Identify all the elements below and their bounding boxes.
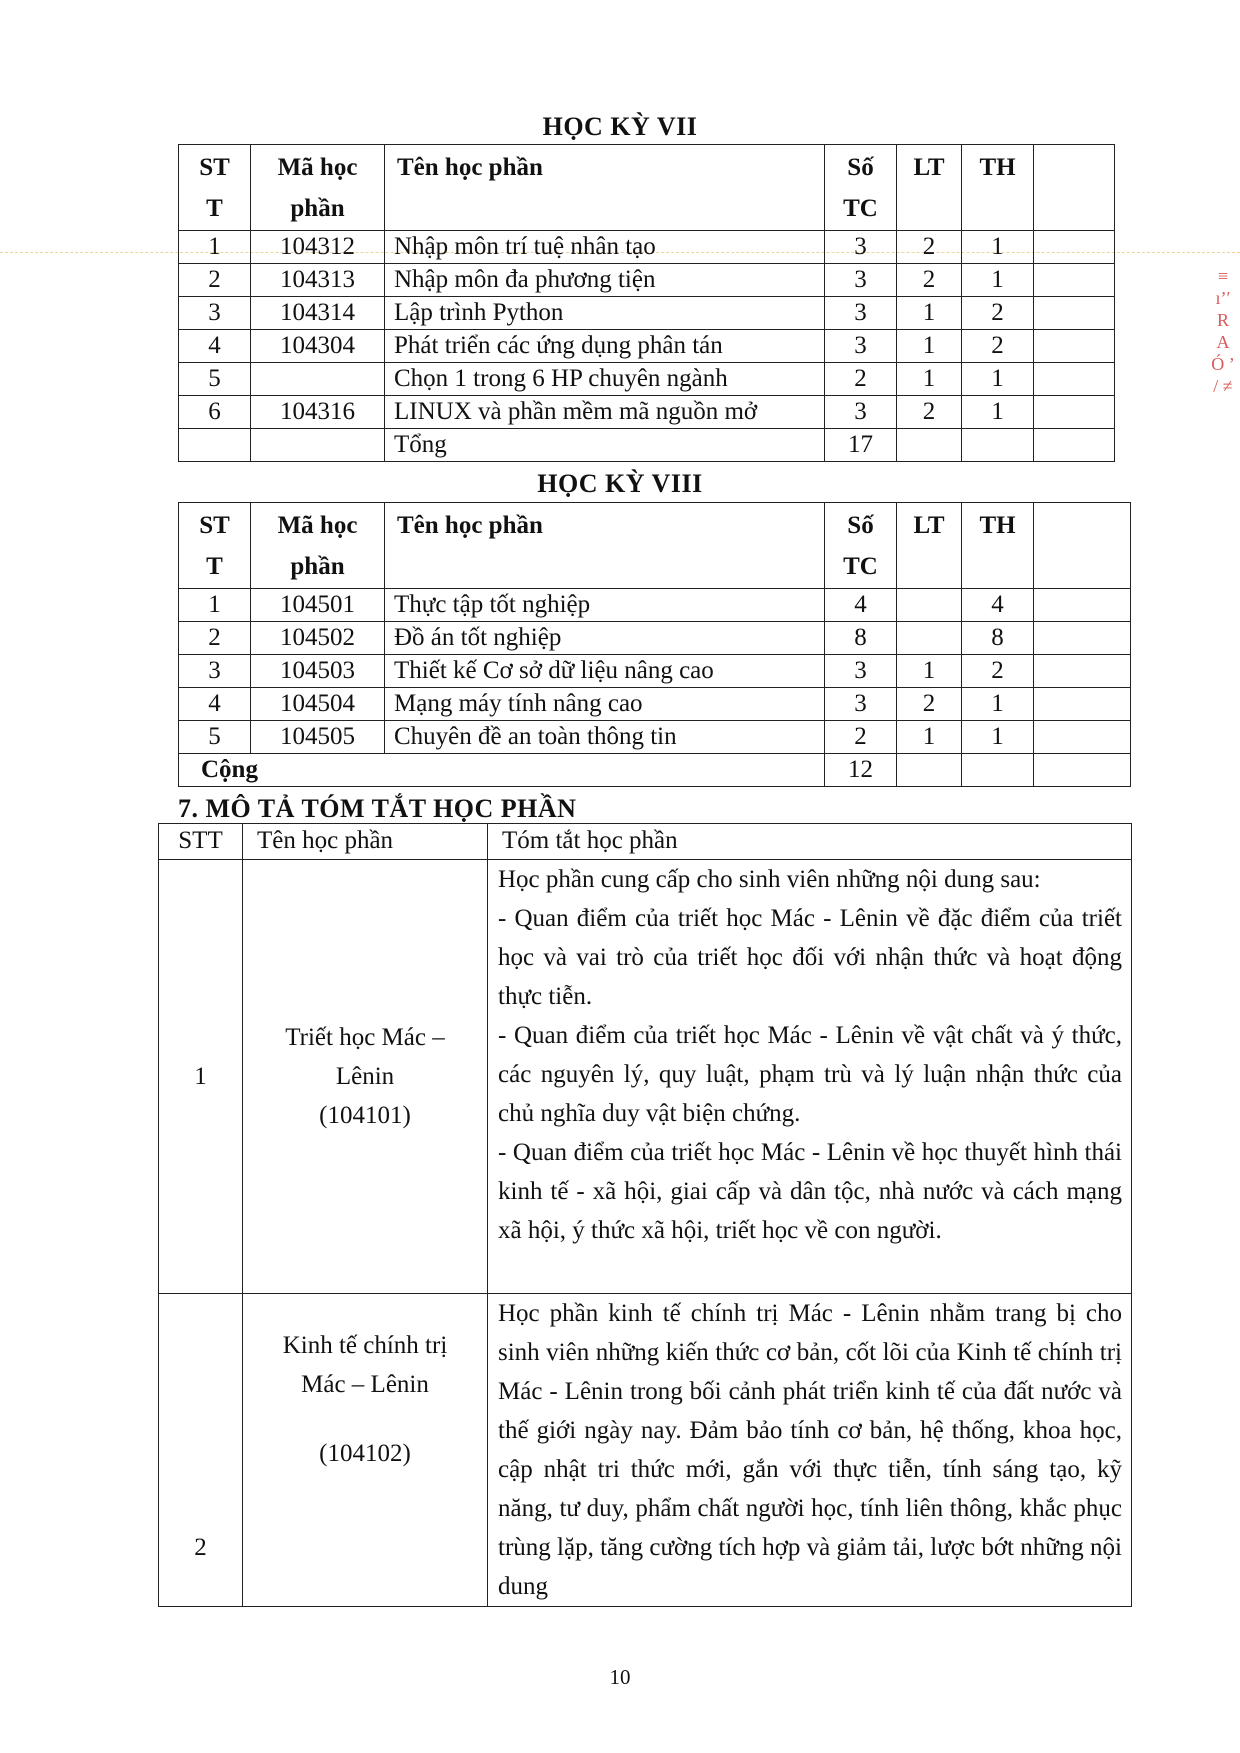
table-row <box>159 860 1132 1294</box>
cell-tc: 4 <box>825 589 897 622</box>
table-row <box>179 622 1131 655</box>
cell-empty <box>251 429 385 462</box>
cell-th: 8 <box>962 622 1034 655</box>
course-name-line: Triết học Mác – <box>285 1024 445 1051</box>
header-ma-hoc-phan: Mã học phần <box>251 145 385 231</box>
cell-stt: 5 <box>179 363 251 396</box>
table-total-row <box>179 429 1115 462</box>
cell-empty <box>1034 622 1131 655</box>
header-lt: LT <box>897 145 962 231</box>
cell-th: 4 <box>962 589 1034 622</box>
cell-th: 1 <box>962 688 1034 721</box>
summary-section-title: 7. MÔ TẢ TÓM TẮT HỌC PHẦN <box>178 794 577 823</box>
course-summary-table <box>158 823 1132 1607</box>
semester-vii-table <box>178 144 1115 462</box>
header-tom-tat: Tóm tắt học phần <box>488 824 1132 860</box>
table-row <box>179 264 1115 297</box>
cell-empty <box>179 429 251 462</box>
table-header-row <box>179 145 1115 231</box>
cell-tc: 3 <box>825 231 897 264</box>
cell-stt: 3 <box>179 655 251 688</box>
cell-ma: 104502 <box>251 622 385 655</box>
cell-tc: 3 <box>825 264 897 297</box>
cell-th: 2 <box>962 330 1034 363</box>
table-row <box>179 688 1131 721</box>
cell-ten: LINUX và phần mềm mã nguồn mở <box>385 396 825 429</box>
table-row <box>179 589 1131 622</box>
cell-ma: 104304 <box>251 330 385 363</box>
course-name-line: Mác – Lênin <box>301 1371 429 1398</box>
cell-ten: Nhập môn đa phương tiện <box>385 264 825 297</box>
cell-th: 1 <box>962 363 1034 396</box>
cell-ten: Nhập môn trí tuệ nhân tạo <box>385 231 825 264</box>
cell-ma: 104314 <box>251 297 385 330</box>
cell-ten: Mạng máy tính nâng cao <box>385 688 825 721</box>
cell-stt: 3 <box>179 297 251 330</box>
table-row <box>179 297 1115 330</box>
cell-ten: Thực tập tốt nghiệp <box>385 589 825 622</box>
header-empty <box>1034 145 1115 231</box>
cell-lt: 2 <box>897 688 962 721</box>
cell-tc: 2 <box>825 721 897 754</box>
header-empty <box>1034 503 1131 589</box>
cell-stt: 2 <box>159 1294 243 1607</box>
semester-viii-table <box>178 502 1131 787</box>
cell-ten-hoc-phan <box>243 860 488 1294</box>
header-stt: ST T <box>179 503 251 589</box>
cell-th: 1 <box>962 231 1034 264</box>
header-stt: ST T <box>179 145 251 231</box>
header-stt: STT <box>159 824 243 860</box>
table-row <box>179 330 1115 363</box>
total-label: Cộng <box>179 754 825 787</box>
table-row <box>179 231 1115 264</box>
cell-empty <box>1034 754 1131 787</box>
cell-ma: 104503 <box>251 655 385 688</box>
cell-lt <box>897 589 962 622</box>
header-ten-hoc-phan: Tên học phần <box>243 824 488 860</box>
cell-empty <box>1034 396 1115 429</box>
cell-ten: Chuyên đề an toàn thông tin <box>385 721 825 754</box>
cell-empty <box>1034 688 1131 721</box>
semester-vii-title: HỌC KỲ VII <box>542 112 698 141</box>
margin-stamp-marks: ≡ ı’′ R A Ó ’ / ≠ <box>1211 266 1235 396</box>
cell-empty <box>1034 231 1115 264</box>
cell-lt: 2 <box>897 396 962 429</box>
cell-ten-hoc-phan <box>243 1294 488 1607</box>
header-ten-hoc-phan: Tên học phần <box>385 503 825 589</box>
header-lt: LT <box>897 503 962 589</box>
cell-empty <box>962 429 1034 462</box>
cell-lt: 2 <box>897 231 962 264</box>
cell-lt: 2 <box>897 264 962 297</box>
cell-ma: 104312 <box>251 231 385 264</box>
table-row <box>179 655 1131 688</box>
header-th: TH <box>962 145 1034 231</box>
cell-ten: Thiết kế Cơ sở dữ liệu nâng cao <box>385 655 825 688</box>
summary-text: Học phần kinh tế chính trị Mác - Lênin nhằm trang bị cho sinh viên những kiến thức cơ bản, cốt lõi của Kinh tế chính trị Mác - Lênin trong bối cảnh phát triển kinh tế của đất nước và thế giới ngày nay. Đảm bảo tính cơ bản, hệ thống, khoa học, cập nhật tri thức mới, gắn với thực tiễn, tính sáng tạo, kỹ năng, tư duy, phẩm chất người học, tính liên thông, khắc phục trùng lặp, tăng cường tích hợp và giảm tải, lược bớt những nội dung <box>498 1300 1122 1600</box>
cell-lt: 1 <box>897 297 962 330</box>
total-label: Tổng <box>385 429 825 462</box>
cell-tc: 3 <box>825 396 897 429</box>
cell-empty <box>1034 721 1131 754</box>
cell-tc: 2 <box>825 363 897 396</box>
cell-tc: 3 <box>825 330 897 363</box>
cell-empty <box>897 429 962 462</box>
header-ten-hoc-phan: Tên học phần <box>385 145 825 231</box>
cell-tom-tat <box>488 860 1132 1294</box>
cell-tc: 3 <box>825 688 897 721</box>
cell-ma <box>251 363 385 396</box>
cell-ten: Đồ án tốt nghiệp <box>385 622 825 655</box>
cell-stt: 1 <box>179 231 251 264</box>
course-code: (104102) <box>319 1440 411 1467</box>
semester-viii-title: HỌC KỲ VIII <box>537 469 703 498</box>
cell-th: 1 <box>962 396 1034 429</box>
header-so-tc: Số TC <box>825 145 897 231</box>
cell-th: 1 <box>962 264 1034 297</box>
cell-empty <box>1034 429 1115 462</box>
header-so-tc: Số TC <box>825 503 897 589</box>
cell-empty <box>1034 264 1115 297</box>
cell-tc: 3 <box>825 297 897 330</box>
cell-stt: 5 <box>179 721 251 754</box>
table-row <box>179 396 1115 429</box>
cell-stt: 2 <box>179 622 251 655</box>
cell-ma: 104313 <box>251 264 385 297</box>
cell-empty <box>1034 655 1131 688</box>
cell-ma: 104316 <box>251 396 385 429</box>
course-code: (104101) <box>319 1102 411 1129</box>
cell-ten: Chọn 1 trong 6 HP chuyên ngành <box>385 363 825 396</box>
table-total-row <box>179 754 1131 787</box>
cell-th: 2 <box>962 297 1034 330</box>
cell-lt: 1 <box>897 330 962 363</box>
cell-tom-tat <box>488 1294 1132 1607</box>
cell-tc: 3 <box>825 655 897 688</box>
course-name-line: Kinh tế chính trị <box>282 1332 448 1359</box>
header-ma-hoc-phan: Mã học phần <box>251 503 385 589</box>
cell-ten: Lập trình Python <box>385 297 825 330</box>
cell-stt: 1 <box>159 860 243 1294</box>
cell-stt: 4 <box>179 330 251 363</box>
cell-stt: 4 <box>179 688 251 721</box>
cell-stt: 2 <box>179 264 251 297</box>
cell-ma: 104505 <box>251 721 385 754</box>
cell-ten: Phát triển các ứng dụng phân tán <box>385 330 825 363</box>
cell-stt: 1 <box>179 589 251 622</box>
cell-empty <box>1034 330 1115 363</box>
cell-lt: 1 <box>897 721 962 754</box>
summary-text: Học phần cung cấp cho sinh viên những nội dung sau: - Quan điểm của triết học Mác - Lênin về đặc điểm của triết học và vai trò của triết học đối với nhận thức và hoạt động thực tiễn. - Quan điểm của triết học Mác - Lênin về vật chất và ý thức, các nguyên lý, quy luật, phạm trù và lý luận nhận thức của chủ nghĩa duy vật biện chứng. - Quan điểm của triết học Mác - Lênin về học thuyết hình thái kinh tế - xã hội, giai cấp và dân tộc, nhà nước và cách mạng xã hội, ý thức xã hội, triết học về con người. <box>498 866 1122 1244</box>
cell-lt: 1 <box>897 655 962 688</box>
total-tc: 12 <box>825 754 897 787</box>
cell-tc: 8 <box>825 622 897 655</box>
table-row <box>179 721 1131 754</box>
header-th: TH <box>962 503 1034 589</box>
table-header-row <box>159 824 1132 860</box>
total-tc: 17 <box>825 429 897 462</box>
page-number: 10 <box>609 1665 631 1689</box>
cell-empty <box>897 754 962 787</box>
cell-ma: 104504 <box>251 688 385 721</box>
table-row <box>159 1294 1132 1607</box>
cell-lt <box>897 622 962 655</box>
cell-th: 2 <box>962 655 1034 688</box>
table-header-row <box>179 503 1131 589</box>
course-name-line: Lênin <box>335 1063 395 1090</box>
cell-empty <box>1034 297 1115 330</box>
cell-empty <box>962 754 1034 787</box>
table-row <box>179 363 1115 396</box>
cell-empty <box>1034 589 1131 622</box>
cell-empty <box>1034 363 1115 396</box>
cell-lt: 1 <box>897 363 962 396</box>
cell-th: 1 <box>962 721 1034 754</box>
cell-stt: 6 <box>179 396 251 429</box>
cell-ma: 104501 <box>251 589 385 622</box>
